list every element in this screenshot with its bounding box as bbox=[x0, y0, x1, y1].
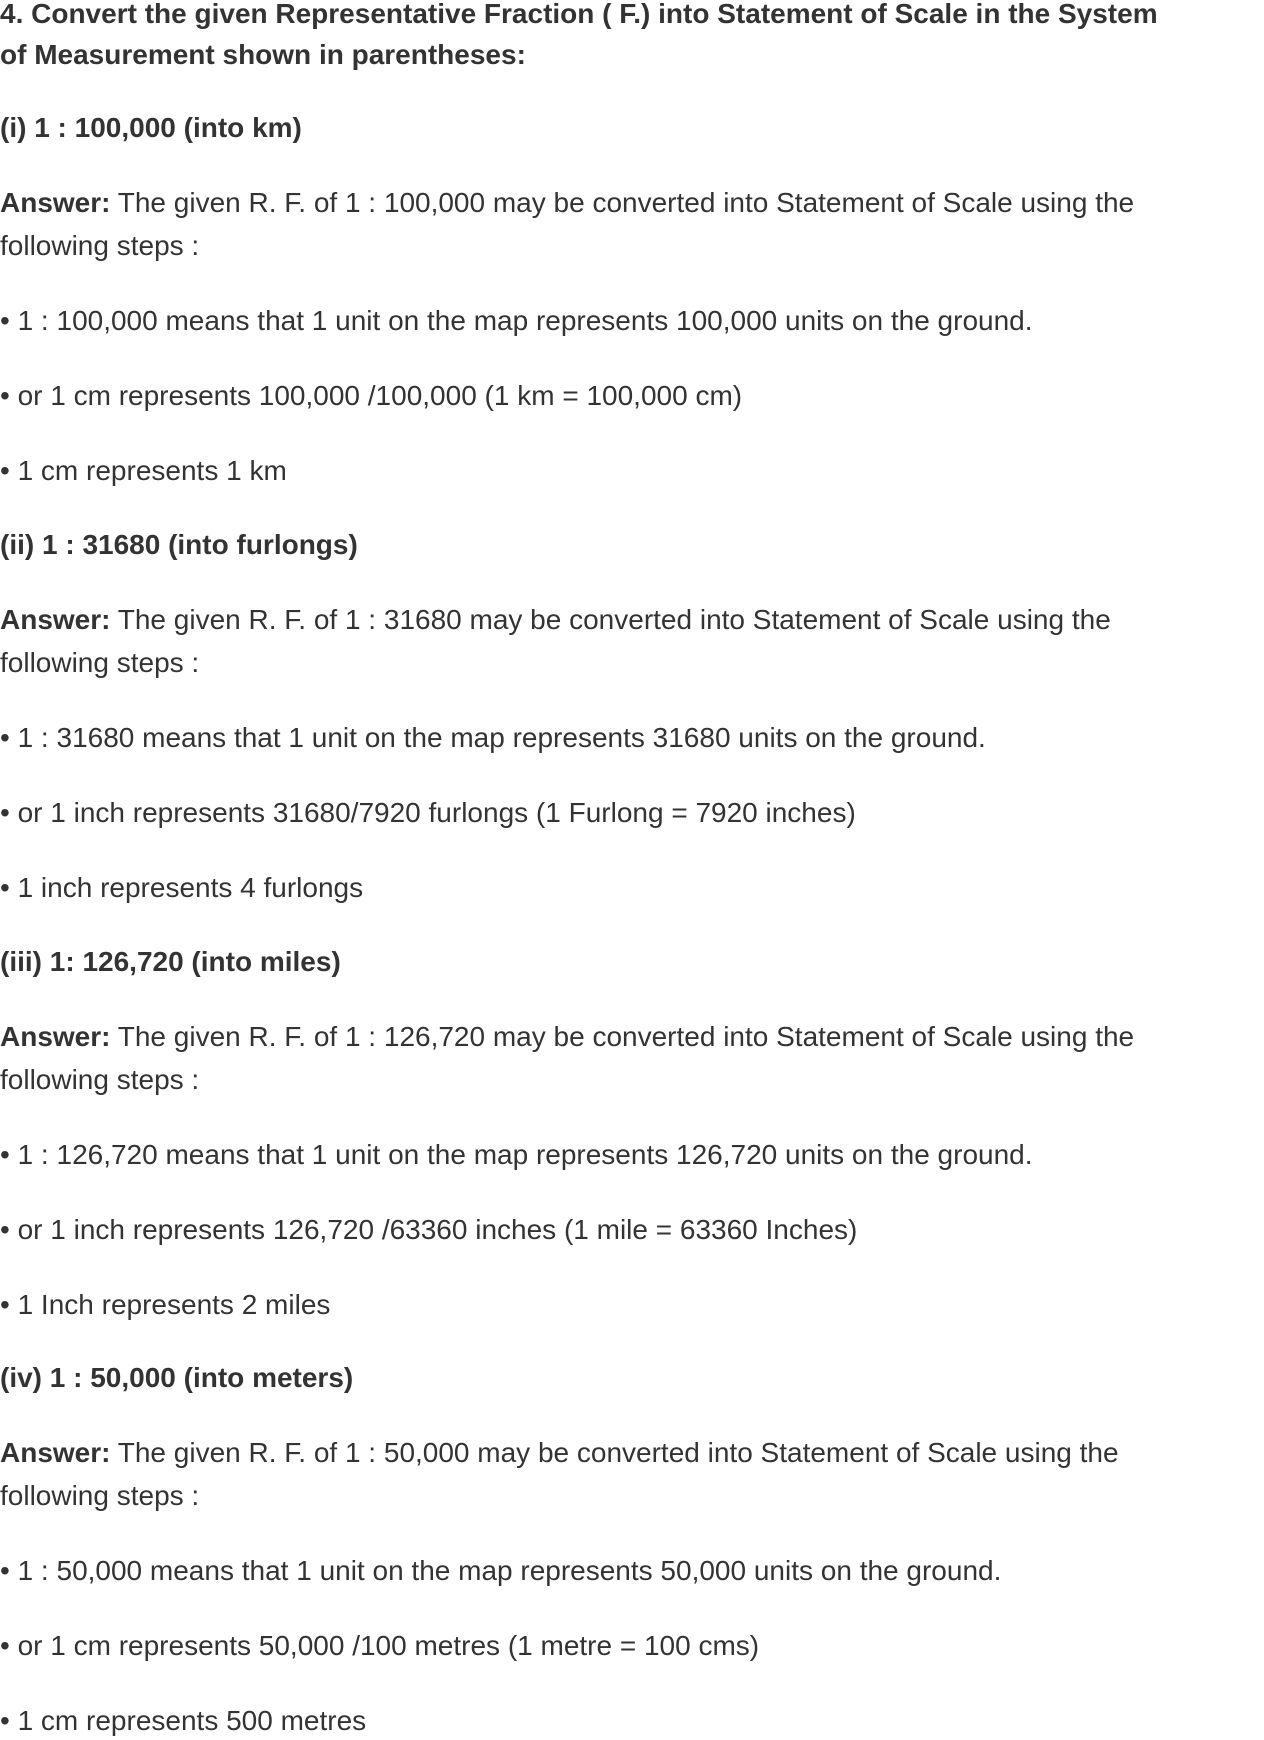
answer-paragraph bbox=[0, 603, 1111, 637]
step-bullet: • or 1 inch represents 31680/7920 furlongs (1 Furlong = 7920 inches) bbox=[0, 797, 856, 828]
answer-text-continued: following steps : bbox=[0, 1064, 200, 1095]
step-bullet: • or 1 cm represents 50,000 /100 metres (1 metre = 100 cms) bbox=[0, 1630, 760, 1661]
question-title-line-1: 4. Convert the given Representative Fraction ( F.) into Statement of Scale in the System bbox=[0, 0, 1158, 29]
answer-paragraph bbox=[0, 186, 1134, 220]
step-bullet: • 1 : 100,000 means that 1 unit on the map represents 100,000 units on the ground. bbox=[0, 305, 1033, 336]
step-bullet: • 1 Inch represents 2 miles bbox=[0, 1289, 331, 1320]
step-bullet: • or 1 inch represents 126,720 /63360 inches (1 mile = 63360 Inches) bbox=[0, 1214, 858, 1245]
step-bullet: • 1 : 50,000 means that 1 unit on the map represents 50,000 units on the ground. bbox=[0, 1555, 1002, 1586]
part-heading: (ii) 1 : 31680 (into furlongs) bbox=[0, 529, 358, 560]
answer-text-continued: following steps : bbox=[0, 230, 200, 261]
step-bullet: • or 1 cm represents 100,000 /100,000 (1 km = 100,000 cm) bbox=[0, 380, 743, 411]
step-bullet: • 1 cm represents 500 metres bbox=[0, 1705, 367, 1736]
step-bullet: • 1 cm represents 1 km bbox=[0, 455, 287, 486]
part-heading: (iii) 1: 126,720 (into miles) bbox=[0, 946, 341, 977]
part-heading: (iv) 1 : 50,000 (into meters) bbox=[0, 1362, 354, 1393]
answer-paragraph bbox=[0, 1436, 1119, 1470]
answer-text: The given R. F. of 1 : 50,000 may be converted into Statement of Scale using the bbox=[110, 1437, 1119, 1468]
part-heading: (i) 1 : 100,000 (into km) bbox=[0, 112, 302, 143]
answer-label: Answer: bbox=[0, 1437, 111, 1468]
answer-text: The given R. F. of 1 : 100,000 may be converted into Statement of Scale using the bbox=[110, 187, 1135, 218]
answer-text-continued: following steps : bbox=[0, 647, 200, 678]
step-bullet: • 1 inch represents 4 furlongs bbox=[0, 872, 364, 903]
answer-text: The given R. F. of 1 : 126,720 may be converted into Statement of Scale using the bbox=[110, 1021, 1135, 1052]
question-title-line-2: of Measurement shown in parentheses: bbox=[0, 39, 526, 70]
step-bullet: • 1 : 126,720 means that 1 unit on the map represents 126,720 units on the ground. bbox=[0, 1139, 1033, 1170]
step-bullet: • 1 : 31680 means that 1 unit on the map represents 31680 units on the ground. bbox=[0, 722, 986, 753]
answer-label: Answer: bbox=[0, 604, 111, 635]
answer-text: The given R. F. of 1 : 31680 may be converted into Statement of Scale using the bbox=[110, 604, 1111, 635]
answer-label: Answer: bbox=[0, 187, 111, 218]
answer-text-continued: following steps : bbox=[0, 1480, 200, 1511]
answer-paragraph bbox=[0, 1020, 1134, 1054]
answer-label: Answer: bbox=[0, 1021, 111, 1052]
